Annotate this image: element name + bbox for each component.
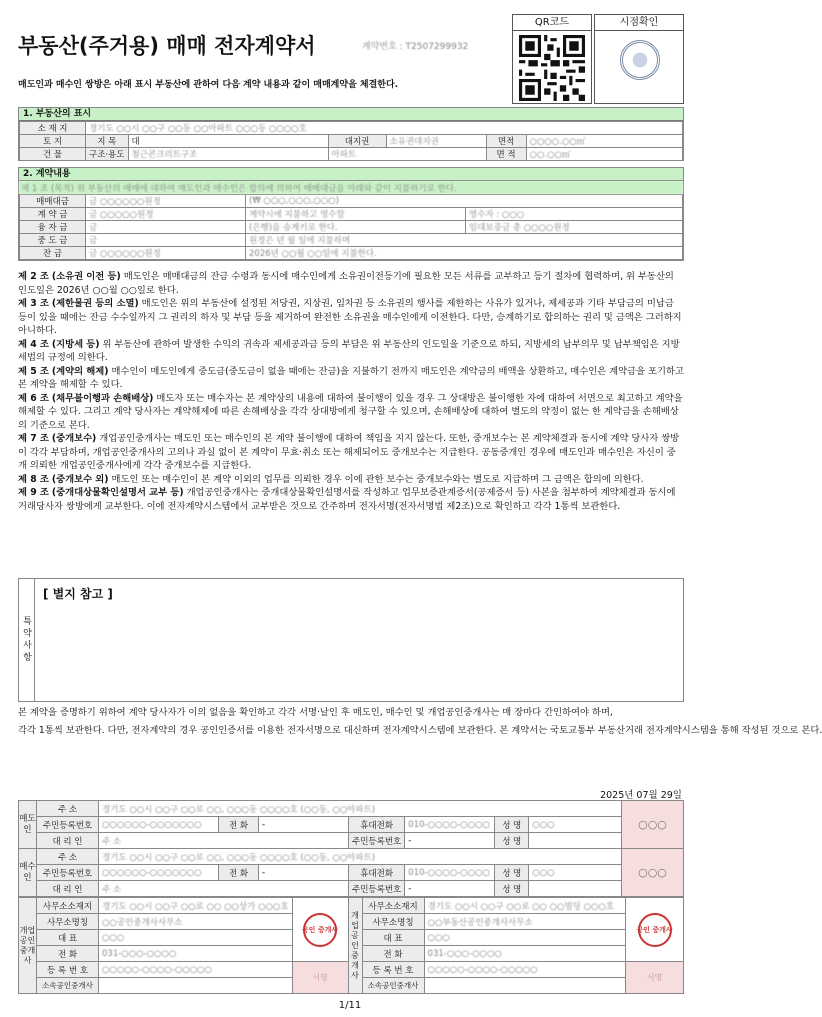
seller-agent-id-label: 주민등록번호 bbox=[349, 833, 405, 849]
article-title: (중개보수) bbox=[51, 433, 97, 444]
buyer-agent-address: 주 소 bbox=[99, 881, 349, 897]
contract-section bbox=[18, 167, 684, 261]
buyer-address-label: 주 소 bbox=[37, 849, 99, 865]
timestamp-verify-label: 시점확인 bbox=[595, 15, 683, 31]
seller-phone-value: - bbox=[259, 817, 349, 833]
seller-name-label: 성 명 bbox=[495, 817, 529, 833]
payment-value: 금 ○○○○○○원정 bbox=[86, 247, 246, 260]
seller-name-value: ○○○ bbox=[529, 817, 622, 833]
buyer-agent-name-label: 성 명 bbox=[495, 881, 529, 897]
agent-right-sign: 서명 bbox=[626, 962, 684, 994]
agent-right-label: 대 표 bbox=[362, 930, 424, 946]
article-title: (제한물권 등의 소멸) bbox=[51, 298, 139, 309]
article-title: (중개보수 외) bbox=[51, 473, 109, 485]
buyer-phone-value: - bbox=[259, 865, 349, 881]
payment-label: 중 도 금 bbox=[20, 234, 86, 247]
payment-value: 금 ○○○○○원정 bbox=[86, 208, 246, 221]
agent-right-label: 전 화 bbox=[362, 946, 424, 962]
buyer-agent-label: 대 리 인 bbox=[37, 881, 99, 897]
agent-left-label: 소속공인중개사 bbox=[37, 978, 99, 994]
payment-table bbox=[19, 194, 683, 260]
seller-agent-id-value: - bbox=[405, 833, 495, 849]
buyer-name-label: 성 명 bbox=[495, 865, 529, 881]
property-section bbox=[18, 107, 684, 161]
agent-right-value bbox=[424, 978, 625, 994]
agent-left-value: ○○공인중개사사무소 bbox=[99, 914, 293, 930]
article-number: 제 8 조 bbox=[18, 473, 49, 485]
agent-left-label: 전 화 bbox=[37, 946, 99, 962]
payment-right: 영수자 : ○○○ bbox=[466, 208, 683, 221]
agent-left-stamp-icon: 공인 중개사 bbox=[303, 913, 337, 947]
article-title: (지방세 등) bbox=[51, 338, 100, 350]
land-area-label: 면적 bbox=[486, 135, 526, 148]
agents-table bbox=[18, 897, 684, 994]
payment-extra: (은행)을 승계키로 한다. bbox=[246, 221, 466, 234]
building-use-value: 아파트 bbox=[328, 148, 486, 161]
special-terms-side-label: 특약사항 bbox=[19, 579, 35, 701]
payment-label: 매매대금 bbox=[20, 195, 86, 208]
qr-code-label: QR코드 bbox=[513, 15, 591, 31]
buyer-agent-id-value: - bbox=[405, 881, 495, 897]
contract-heading: 2. 계약내용 bbox=[19, 168, 683, 181]
agent-right-label: 소속공인중개사 bbox=[362, 978, 424, 994]
special-terms-title: [ 별지 참고 ] bbox=[43, 587, 113, 601]
article-number: 제 2 조 bbox=[18, 271, 49, 282]
buyer-signature: ○○○ bbox=[622, 849, 684, 897]
agent-right-label: 사무소소재지 bbox=[362, 898, 424, 914]
article-text: 매도인 또는 매수인이 본 계약 이외의 업무를 의뢰한 경우 이에 관한 보수는 중개보수와는 별도로 지급하며 그 금액은 합의에 의한다. bbox=[111, 473, 644, 485]
buyer-address-value: 경기도 ○○시 ○○구 ○○로 ○○, ○○○동 ○○○○호 (○○동, ○○아파트) bbox=[99, 849, 622, 865]
article bbox=[18, 365, 684, 392]
parties-table-wrap bbox=[18, 800, 684, 994]
article-text: 위 부동산에 관하여 발생한 수익의 귀속과 제세공과금 등의 부담은 위 부동산의 인도일을 기준으로 하되, 지방세의 납부의무 및 납부책임은 지방세법의 규정에 의한다. bbox=[18, 338, 680, 363]
article-title: (중개대상물확인설명서 교부 등) bbox=[51, 487, 184, 498]
article-title: (계약의 해제) bbox=[51, 365, 109, 377]
agent-left-label: 사무소명칭 bbox=[37, 914, 99, 930]
location-label: 소 재 지 bbox=[20, 122, 86, 135]
seller-id-label: 주민등록번호 bbox=[37, 817, 99, 833]
agent-left-side-label: 개업공인중개사 bbox=[19, 898, 37, 994]
article bbox=[18, 392, 684, 433]
agent-left-label: 대 표 bbox=[37, 930, 99, 946]
contract-number: 계약번호 : T2507299932 bbox=[362, 42, 469, 52]
payment-value: 금 bbox=[86, 221, 246, 234]
article bbox=[18, 270, 684, 297]
buyer-side-label: 매수인 bbox=[19, 849, 37, 897]
agent-left-value bbox=[99, 978, 293, 994]
article-text: 매수인이 매도인에게 중도금(중도금이 없을 때에는 잔금)을 지불하기 전까지 매도인은 계약금의 배액을 상환하고, 매수인은 계약금을 포기하고 본 계약을 해제할 수 있다. bbox=[18, 365, 684, 390]
building-area-value: ○○.○○㎡ bbox=[526, 148, 682, 161]
seller-address-label: 주 소 bbox=[37, 801, 99, 817]
buyer-id-value: ○○○○○○-○○○○○○○ bbox=[99, 865, 219, 881]
qr-code-icon[interactable] bbox=[519, 35, 585, 101]
land-label: 토 지 bbox=[20, 135, 86, 148]
article-number: 제 3 조 bbox=[18, 298, 49, 309]
government-seal-icon bbox=[620, 40, 660, 80]
land-category-value: 대 bbox=[128, 135, 328, 148]
article-number: 제 7 조 bbox=[18, 433, 49, 444]
property-heading: 1. 부동산의 표시 bbox=[19, 108, 683, 121]
agent-right-side-label: 개업공인중개사 bbox=[348, 898, 362, 994]
buyer-mobile-value: 010-○○○○-○○○○ bbox=[405, 865, 495, 881]
article-text: 매도자 또는 매수자는 본 계약상의 내용에 대하여 불이행이 있을 경우 그 상대방은 불이행한 자에 대하여 서면으로 최고하고 계약을 해제할 수 있다. 그리고 계약 당사자는 계약해제에 따른 손해배상을 각각 상대방에게 청구할 수 있으며, 손해배상에 대하여 별도의 약정이 없는 한 계약금을 손해배상의 기준으로 본다. bbox=[18, 392, 683, 431]
payment-label: 잔 금 bbox=[20, 247, 86, 260]
agent-left-value: 경기도 ○○시 ○○구 ○○로 ○○ ○○상가 ○○○호 bbox=[99, 898, 293, 914]
article-number: 제 9 조 bbox=[18, 487, 49, 498]
building-area-label: 면 적 bbox=[486, 148, 526, 161]
property-table bbox=[19, 121, 683, 161]
building-label: 건 물 bbox=[20, 148, 86, 161]
agent-right-value: ○○○○○-○○○○-○○○○○ bbox=[424, 962, 625, 978]
proof-text bbox=[18, 704, 822, 740]
agent-left-sign: 서명 bbox=[292, 962, 348, 994]
buyer-agent-id-label: 주민등록번호 bbox=[349, 881, 405, 897]
article-text: 매도인은 매매대금의 잔금 수령과 동시에 매수인에게 소유권이전등기에 필요한 모든 서류를 교부하고 등기 절차에 협력하며, 위 부동산의 인도일은 2026년 ○○월 ○○일로 한다. bbox=[18, 271, 674, 296]
agent-right-label: 등 록 번 호 bbox=[362, 962, 424, 978]
agent-right-value: 경기도 ○○시 ○○구 ○○로 ○○ ○○빌딩 ○○○호 bbox=[424, 898, 625, 914]
article-number: 제 5 조 bbox=[18, 365, 49, 377]
agent-right-label: 사무소명칭 bbox=[362, 914, 424, 930]
buyer-phone-label: 전 화 bbox=[219, 865, 259, 881]
seller-agent-name-value bbox=[529, 833, 622, 849]
payment-label: 계 약 금 bbox=[20, 208, 86, 221]
seller-mobile-label: 휴대전화 bbox=[349, 817, 405, 833]
payment-label: 융 자 금 bbox=[20, 221, 86, 234]
agent-right-value: 031-○○○-○○○○ bbox=[424, 946, 625, 962]
article bbox=[18, 297, 684, 338]
article-number: 제 4 조 bbox=[18, 338, 49, 350]
article-text: 개업공인중개사는 중개대상물확인설명서를 작성하고 업무보증관계증서(공제증서 등) 사본을 첨부하여 계약체결과 동시에 거래당사자 쌍방에게 교부한다. 이에 전자계약시스템에서 교부받은 것으로 간주하며 전자서명(전자서명법 제2조)으로 확인하고 각각 1통씩 보관한다. bbox=[18, 487, 676, 512]
contract-date: 2025년 07월 29일 bbox=[600, 790, 682, 801]
buyer-id-label: 주민등록번호 bbox=[37, 865, 99, 881]
agent-left-label: 사무소소재지 bbox=[37, 898, 99, 914]
parties-table bbox=[18, 800, 684, 897]
land-area-value: ○○○○.○○㎡ bbox=[526, 135, 682, 148]
buyer-agent-name-value bbox=[529, 881, 622, 897]
article-1: 제 1 조 (목적) 위 부동산의 매매에 대하여 매도인과 매수인은 합의에 의하여 매매대금을 아래와 같이 지불하기로 한다. bbox=[19, 181, 683, 194]
timestamp-verify-box bbox=[594, 14, 684, 104]
land-right-label: 대지권 bbox=[328, 135, 386, 148]
buyer-name-value: ○○○ bbox=[529, 865, 622, 881]
intro-text: 매도인과 매수인 쌍방은 아래 표시 부동산에 관하여 다음 계약 내용과 같이 매매계약을 체결한다. bbox=[18, 80, 399, 90]
building-struct-value: 철근콘크리트구조 bbox=[128, 148, 328, 161]
seller-mobile-value: 010-○○○○-○○○○ bbox=[405, 817, 495, 833]
agent-left-value: ○○○ bbox=[99, 930, 293, 946]
payment-right: 임대보증금 총 ○○○○원정 bbox=[466, 221, 683, 234]
agent-right-value: ○○○ bbox=[424, 930, 625, 946]
agent-left-value: 031-○○○-○○○○ bbox=[99, 946, 293, 962]
agent-left-stamp-cell bbox=[292, 898, 348, 962]
articles bbox=[18, 270, 684, 513]
agent-left-value: ○○○○○-○○○○-○○○○○ bbox=[99, 962, 293, 978]
article bbox=[18, 486, 684, 513]
article-title: (채무불이행과 손해배상) bbox=[51, 392, 154, 404]
seller-side-label: 매도인 bbox=[19, 801, 37, 849]
payment-value: 금 ○○○○○○원정 bbox=[86, 195, 246, 208]
agent-left-label: 등 록 번 호 bbox=[37, 962, 99, 978]
land-category-label: 지 목 bbox=[86, 135, 129, 148]
article-title: (소유권 이전 등) bbox=[51, 271, 121, 282]
article-text: 개업공인중개사는 매도인 또는 매수인의 본 계약 불이행에 대하여 책임을 지지 않는다. 또한, 중개보수는 본 계약체결과 동시에 계약 당사자 쌍방이 각각 부담하며, 개업공인중개사의 고의나 과실 없이 본 계약이 무효·취소 또는 해제되어도 중개보수는 지급한다. 공동중개인 경우에 매도인과 매수인은 자신이 중개 의뢰한 개업공인중개사에게 각각 중개보수를 지급한다. bbox=[18, 433, 680, 471]
seller-agent-address: 주 소 bbox=[99, 833, 349, 849]
proof-line: 각각 1통씩 보관한다. 다만, 전자계약의 경우 공인인증서를 이용한 전자서명으로 대신하며 전자계약시스템에 보관한다. 본 계약서는 국토교통부 부동산거래 전자계약시스템을 통해 작성된 것으로 본다. bbox=[18, 725, 822, 736]
seller-agent-name-label: 성 명 bbox=[495, 833, 529, 849]
payment-extra: (₩ ○○○,○○○,○○○) bbox=[246, 195, 683, 208]
seller-id-value: ○○○○○○-○○○○○○○ bbox=[99, 817, 219, 833]
article-text: 매도인은 위의 부동산에 설정된 저당권, 지상권, 임차권 등 소유권의 행사를 제한하는 사유가 있거나, 제세공과 기타 부담금의 미납금 등이 있을 때에는 잔금 수수일까지 그 권리의 하자 및 부담 등을 제거하여 완전한 소유권을 매수인에게 이전한다. 다만, 승계하기로 합의하는 권리 및 금액은 그러하지 아니하다. bbox=[18, 298, 682, 336]
qr-code-box bbox=[512, 14, 592, 104]
article bbox=[18, 432, 684, 473]
land-right-value: 소유권대지권 bbox=[386, 135, 486, 148]
location-value: 경기도 ○○시 ○○구 ○○동 ○○아파트 ○○○동 ○○○○호 bbox=[86, 122, 683, 135]
special-terms-box bbox=[18, 578, 684, 702]
payment-value: 금 bbox=[86, 234, 246, 247]
seller-phone-label: 전 화 bbox=[219, 817, 259, 833]
article-number: 제 6 조 bbox=[18, 392, 49, 404]
seller-agent-label: 대 리 인 bbox=[37, 833, 99, 849]
payment-extra: 2026년 ○○월 ○○일에 지불한다. bbox=[246, 247, 683, 260]
agent-right-value: ○○부동산공인중개사사무소 bbox=[424, 914, 625, 930]
buyer-mobile-label: 휴대전화 bbox=[349, 865, 405, 881]
document-title: 부동산(주거용) 매매 전자계약서 bbox=[18, 34, 316, 58]
article bbox=[18, 473, 684, 487]
seller-address-value: 경기도 ○○시 ○○구 ○○로 ○○, ○○○동 ○○○○호 (○○동, ○○아파트) bbox=[99, 801, 622, 817]
agent-right-stamp-cell bbox=[626, 898, 684, 962]
proof-line: 본 계약을 증명하기 위하여 계약 당사자가 이의 없음을 확인하고 각각 서명·날인 후 매도인, 매수인 및 개업공인중개사는 매 장마다 간인하여야 하며, bbox=[18, 707, 613, 718]
payment-extra: 계약시에 지불하고 영수함 bbox=[246, 208, 466, 221]
seller-signature: ○○○ bbox=[622, 801, 684, 849]
article bbox=[18, 338, 684, 365]
payment-extra: 원정은 년 월 일에 지불하며 bbox=[246, 234, 683, 247]
agent-right-stamp-icon: 공인 중개사 bbox=[638, 913, 672, 947]
building-struct-label: 구조·용도 bbox=[86, 148, 129, 161]
page-number: 1/11 bbox=[338, 1000, 362, 1011]
